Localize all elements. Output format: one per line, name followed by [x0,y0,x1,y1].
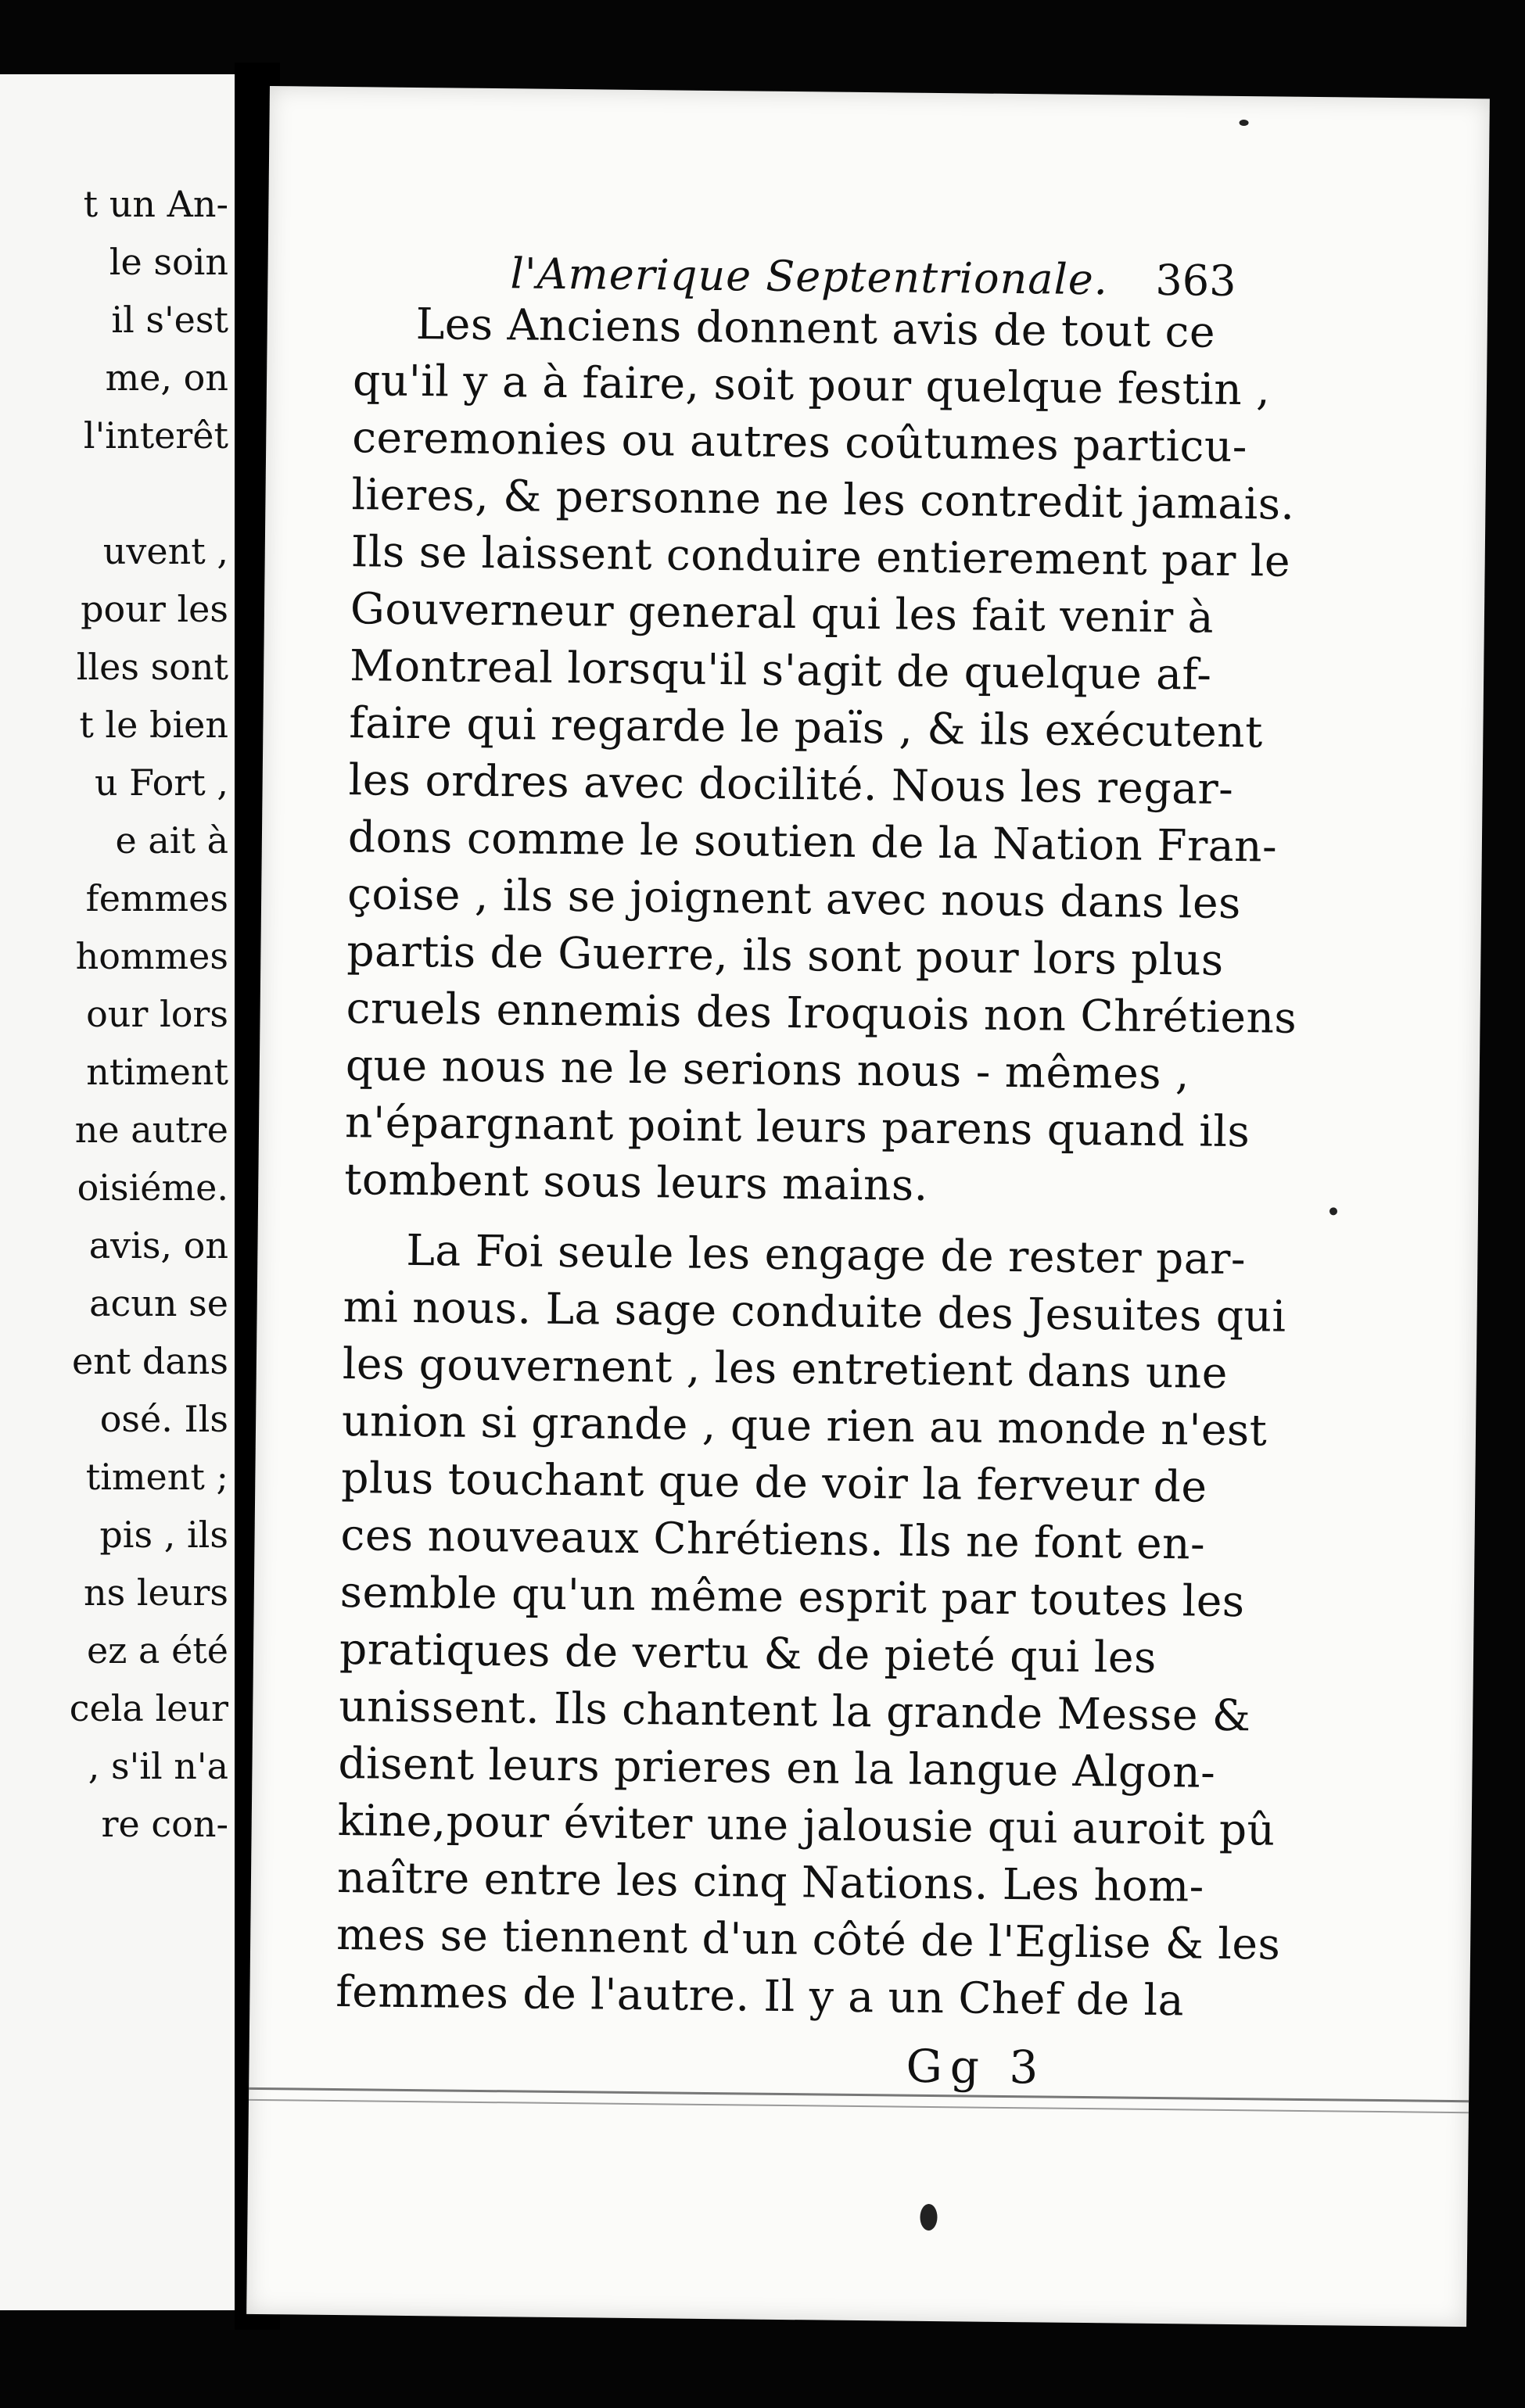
text-line: kine,pour éviter une jalousie qui auroit pû [337,1795,1276,1855]
text-line: dons comme le soutien de la Nation Fran- [347,812,1278,872]
facing-page-fragment [0,74,239,2310]
text-line: femmes de l'autre. Il y a un Chef de la [336,1966,1185,2026]
page-number: 363 [1155,255,1236,306]
facing-page-line: le soin [109,241,228,283]
facing-page-line: ntiment [86,1051,228,1093]
facing-page-line: re con- [101,1803,228,1845]
text-line: tombent sous leurs mains. [344,1154,928,1210]
text-line: les ordres avec docilité. Nous les regar- [348,754,1234,814]
facing-page-line: me, on [105,357,228,399]
bottom-rule-secondary [249,2099,1469,2113]
text-line: cruels ennemis des Iroquois non Chrétiens [346,983,1297,1043]
text-line: plus touchant que de voir la ferveur de [341,1453,1207,1512]
text-line: Les Anciens donnent avis de tout ce [415,298,1216,357]
text-line: semble qu'un même esprit par toutes les [339,1567,1245,1627]
facing-page-line: timent ; [85,1456,228,1498]
bottom-rule [249,2087,1469,2102]
text-line: union si grande , que rien au monde n'est [341,1396,1268,1456]
facing-page-line: ne autre [74,1109,228,1151]
text-line: pratiques de vertu & de pieté qui les [339,1624,1157,1682]
facing-page-line: cela leur [69,1687,228,1729]
facing-page-line: femmes [85,877,228,919]
facing-page-line: ent dans [71,1340,228,1382]
facing-page-line: ns leurs [83,1571,228,1614]
ink-speck [1240,120,1249,126]
text-line: naître entre les cinq Nations. Les hom- [336,1852,1205,1912]
book-page [246,86,1490,2327]
facing-page-line: il s'est [111,299,228,341]
facing-page-line: u Fort , [94,761,228,804]
text-line: partis de Guerre, ils sont pour lors plus [346,926,1225,985]
facing-page-line: pis , ils [99,1514,228,1556]
text-line: ces nouveaux Chrétiens. Ils ne font en- [340,1510,1206,1569]
text-line: Gouverneur general qui les fait venir à [350,583,1215,643]
facing-page-line: hommes [75,935,228,977]
text-line: çoise , ils se joignent avec nous dans les [346,869,1242,929]
text-line: faire qui regarde le païs , & ils exécutent [349,697,1264,758]
ink-speck [1329,1207,1337,1215]
facing-page-line: , s'il n'a [88,1745,228,1787]
text-line: disent leurs prieres en la langue Algon- [338,1738,1216,1797]
facing-page-line: uvent , [102,530,228,572]
facing-page-line: l'interêt [83,414,228,457]
facing-page-line: lles sont [76,646,228,688]
text-line: unissent. Ils chantent la grande Messe & [338,1681,1251,1741]
text-line: n'épargnant point leurs parens quand ils [344,1097,1250,1157]
facing-page-line: pour les [81,588,228,630]
running-head: l'Amerique Septentrionale. [510,249,1109,305]
facing-page-line: oisiéme. [77,1166,228,1209]
text-line: mes se tiennent d'un côté de l'Eglise & les [336,1909,1281,1969]
facing-page-line: our lors [86,993,228,1035]
facing-page-line: ez a été [86,1629,228,1672]
signature-mark: Gg 3 [906,2039,1046,2094]
text-line: que nous ne le serions nous - mêmes , [345,1040,1190,1099]
text-line: Montreal lorsqu'il s'agit de quelque af- [349,640,1212,700]
text-line: La Foi seule les engage de rester par- [406,1224,1247,1285]
facing-page-line: acun se [89,1282,228,1324]
text-line: les gouvernent , les entretient dans une [342,1338,1229,1398]
facing-page-line: t un An- [83,183,228,225]
facing-page-line: avis, on [88,1224,228,1267]
text-line: Ils se laissent conduire entierement par le [350,526,1291,586]
text-line: mi nous. La sage conduite des Jesuites qui [343,1281,1286,1342]
text-line: ceremonies ou autres coûtumes particu- [351,412,1248,472]
facing-page-line: t le bien [79,704,228,746]
text-line: qu'il y a à faire, soit pour quelque festin , [352,355,1271,415]
facing-page-line: e ait à [115,819,228,862]
text-line: lieres, & personne ne les contredit jamais. [351,469,1295,529]
ink-speck [920,2204,937,2231]
facing-page-line: osé. Ils [99,1398,228,1440]
